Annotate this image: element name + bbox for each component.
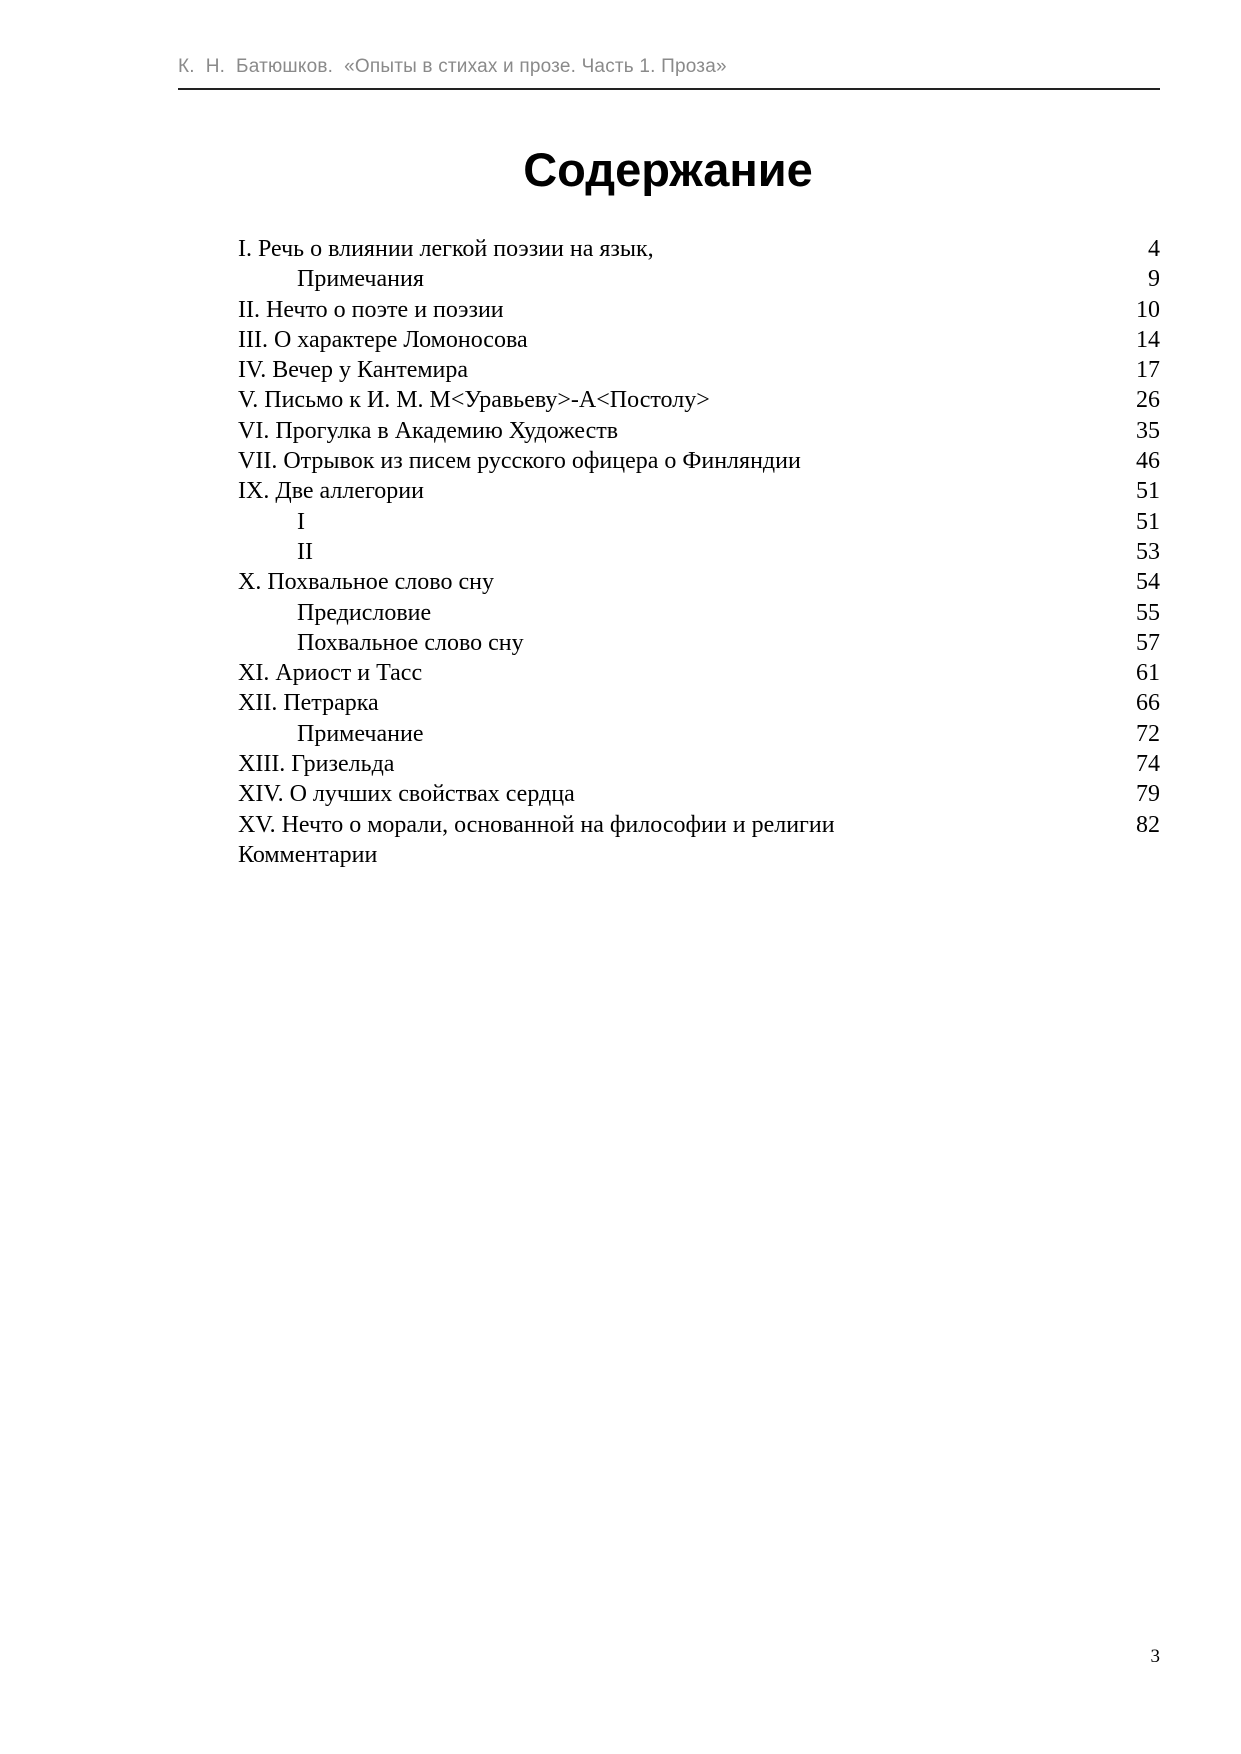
toc-entry-title: XIV. О лучших свойствах сердца (238, 781, 575, 808)
toc-entry[interactable] (238, 355, 1160, 385)
toc-entry[interactable] (238, 719, 1160, 749)
toc-entry-page: 17 (1136, 357, 1160, 384)
toc-entry-title: II. Нечто о поэте и поэзии (238, 296, 504, 323)
toc-entry-page: 35 (1136, 417, 1160, 444)
toc-entry[interactable] (238, 537, 1160, 567)
toc-entry-page: 57 (1136, 629, 1160, 656)
toc-entry[interactable] (238, 385, 1160, 415)
toc-entry-title: Похвальное слово сну (297, 629, 524, 656)
toc-entry-page: 10 (1136, 296, 1160, 323)
toc-entry[interactable] (238, 446, 1160, 476)
toc-entry[interactable] (238, 416, 1160, 446)
table-of-contents (238, 234, 1160, 870)
toc-entry-page: 55 (1136, 599, 1160, 626)
toc-entry-page: 66 (1136, 690, 1160, 717)
toc-entry[interactable] (238, 476, 1160, 506)
toc-entry-title: IV. Вечер у Кантемира (238, 357, 469, 384)
toc-entry-title: II (297, 538, 313, 565)
toc-entry-title: XII. Петрарка (238, 690, 379, 717)
toc-entry-title: Примечание (297, 720, 424, 747)
toc-entry-title: III. О характере Ломоносова (238, 326, 528, 353)
toc-entry[interactable] (238, 598, 1160, 628)
page-number: 3 (1150, 1646, 1160, 1667)
toc-entry[interactable] (238, 295, 1160, 325)
toc-entry-title: VI. Прогулка в Академию Художеств (238, 417, 619, 444)
toc-entry-title: VII. Отрывок из писем русского офицера о Финляндии (238, 448, 801, 475)
toc-entry-title: X. Похвальное слово сну (238, 569, 494, 596)
toc-entry-page: 54 (1136, 569, 1160, 596)
toc-entry[interactable] (238, 840, 1160, 870)
toc-entry-title: I. Речь о влиянии легкой поэзии на язык, (238, 236, 654, 262)
toc-entry[interactable] (238, 264, 1160, 294)
toc-entry-title: Примечания (297, 266, 424, 293)
header-rule (178, 88, 1160, 90)
toc-entry[interactable] (238, 658, 1160, 688)
toc-entry-page: 51 (1136, 478, 1160, 505)
toc-entry-page: 79 (1136, 781, 1160, 808)
toc-entry-page: 26 (1136, 387, 1160, 414)
toc-entry-title: Предисловие (297, 599, 432, 626)
toc-entry-title: IX. Две аллегории (238, 478, 424, 505)
toc-entry-title: XV. Нечто о морали, основанной на философии и религии (238, 811, 835, 838)
toc-entry-title: Комментарии (238, 841, 378, 868)
toc-entry-page: 4 (1148, 236, 1160, 262)
toc-entry-title: XIII. Гризельда (238, 751, 395, 778)
toc-entry-page: 61 (1136, 660, 1160, 687)
toc-entry-page: 14 (1136, 326, 1160, 353)
toc-entry[interactable] (238, 628, 1160, 658)
toc-entry-page: 51 (1136, 508, 1160, 535)
toc-entry-page: 74 (1136, 751, 1160, 778)
toc-entry-page: 46 (1136, 448, 1160, 475)
toc-entry-title: I (297, 508, 305, 535)
toc-entry[interactable] (238, 567, 1160, 597)
toc-entry-title: XI. Ариост и Тасс (238, 660, 423, 687)
toc-entry[interactable] (238, 234, 1160, 264)
toc-entry[interactable] (238, 779, 1160, 809)
toc-entry[interactable] (238, 507, 1160, 537)
toc-entry[interactable] (238, 688, 1160, 718)
toc-entry[interactable] (238, 810, 1160, 840)
page-title: Содержание (523, 143, 813, 196)
toc-entry-page: 53 (1136, 538, 1160, 565)
toc-entry-page: 9 (1148, 266, 1160, 293)
toc-entry-page: 72 (1136, 720, 1160, 747)
toc-entry-title: V. Письмо к И. М. М<Уравьеву>-А<Постолу> (238, 387, 710, 414)
toc-entry-page: 82 (1136, 811, 1160, 838)
running-header: К. Н. Батюшков. «Опыты в стихах и прозе. Часть 1. Проза» (178, 56, 727, 77)
toc-entry[interactable] (238, 749, 1160, 779)
toc-entry[interactable] (238, 325, 1160, 355)
